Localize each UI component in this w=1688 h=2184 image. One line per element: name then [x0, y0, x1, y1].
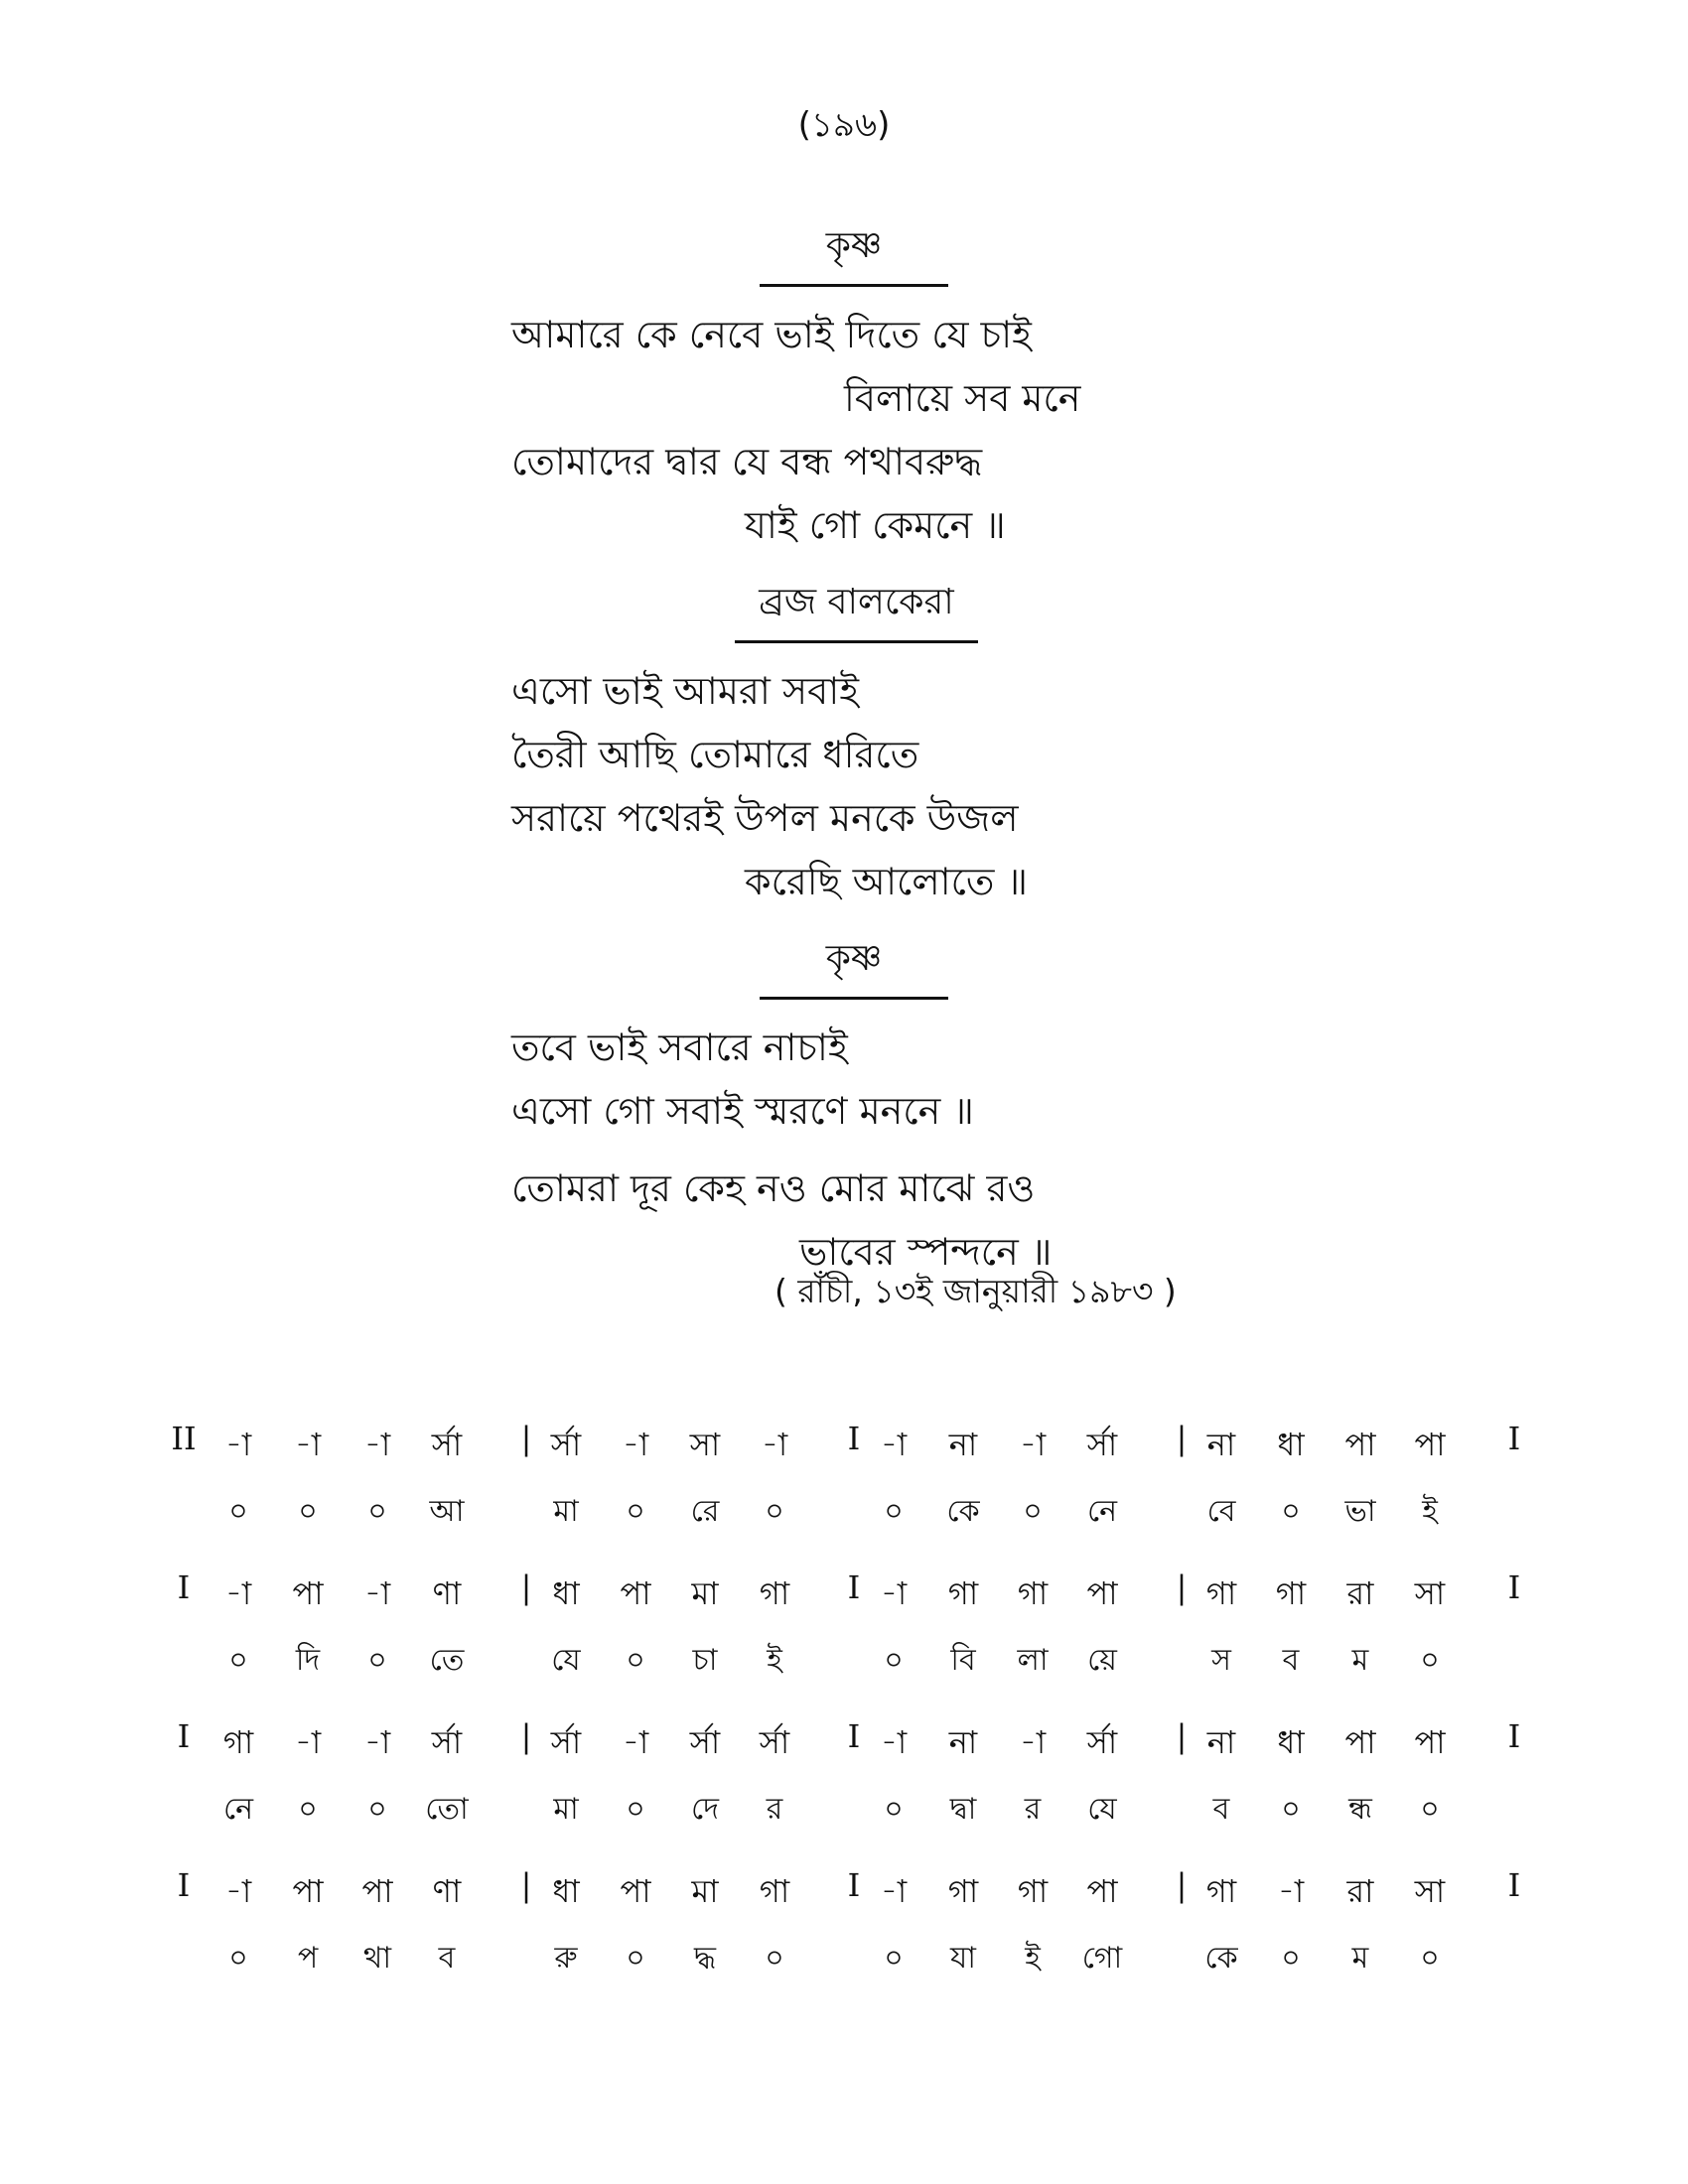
bar-line: I — [1507, 1569, 1521, 1606]
lyric-syllable: ০ — [765, 1494, 784, 1529]
bar-line: I — [1507, 1866, 1521, 1904]
lyric-syllable: র — [766, 1792, 783, 1827]
lyric-line: এসো গো সবাই স্মরণে মননে ॥ — [511, 1089, 974, 1133]
swara-note: র্সা — [550, 1723, 582, 1761]
lyric-syllable: যা — [950, 1941, 976, 1976]
song-lyrics — [511, 218, 1246, 1301]
syllable-line — [169, 1636, 1559, 1696]
swara-note: র্সা — [1086, 1426, 1118, 1463]
notation-row — [169, 1569, 1559, 1717]
lyric-syllable: ০ — [626, 1941, 645, 1976]
lyric-syllable: ০ — [298, 1494, 318, 1529]
swara-note: পা — [1414, 1426, 1446, 1463]
swara-note: পা — [1344, 1723, 1376, 1761]
bar-line: | — [1176, 1569, 1188, 1606]
lyric-line: আমারে কে নেবে ভাই দিতে যে চাই — [511, 313, 1032, 356]
swara-note: ণা — [432, 1872, 462, 1910]
lyric-line: সরায়ে পথেরই উপল মনকে উজল — [511, 796, 1019, 840]
swara-note: র্সা — [1086, 1723, 1118, 1761]
lyric-syllable: গো — [1081, 1941, 1123, 1976]
speaker-heading: কৃষ্ণ — [760, 931, 948, 1000]
swara-line — [169, 1717, 1559, 1777]
lyric-syllable: ০ — [228, 1643, 248, 1678]
page-number: (১৯৬) — [797, 105, 891, 145]
lyric-syllable: রু — [554, 1941, 578, 1976]
swara-note: রা — [1346, 1574, 1374, 1612]
swara-note: পা — [1344, 1426, 1376, 1463]
swara-note: -া — [363, 1426, 391, 1463]
swara-note: সা — [1414, 1872, 1446, 1910]
lyric-syllable: দি — [295, 1643, 321, 1678]
swara-note: মা — [691, 1574, 719, 1612]
lyric-syllable: ০ — [1023, 1494, 1043, 1529]
lyric-line: ভাবের স্পন্দনে ॥ — [799, 1230, 1053, 1274]
lyric-syllable: ০ — [367, 1494, 387, 1529]
swara-note: -া — [761, 1426, 788, 1463]
notation-table — [169, 1420, 1559, 2015]
lyric-syllable: বি — [950, 1643, 976, 1678]
swara-note: র্সা — [689, 1723, 721, 1761]
swara-note: র্সা — [759, 1723, 790, 1761]
lyric-syllable: ০ — [884, 1792, 904, 1827]
lyric-syllable: য়ে — [1087, 1643, 1117, 1678]
bar-line: I — [177, 1866, 191, 1904]
swara-note: -া — [294, 1723, 322, 1761]
lyric-syllable: কে — [1204, 1941, 1238, 1976]
swara-note: না — [948, 1723, 978, 1761]
lyric-syllable: দে — [691, 1792, 719, 1827]
swara-note: ধা — [552, 1872, 580, 1910]
bar-line: | — [520, 1866, 532, 1904]
swara-note: গা — [1275, 1574, 1307, 1612]
lyric-syllable: থা — [362, 1941, 392, 1976]
bar-line: | — [520, 1717, 532, 1755]
swara-note: -া — [224, 1426, 252, 1463]
swara-note: ধা — [1277, 1723, 1305, 1761]
lyric-syllable: ম — [1351, 1643, 1369, 1678]
lyric-syllable: ০ — [626, 1494, 645, 1529]
lyric-syllable: ০ — [1281, 1941, 1301, 1976]
lyric-syllable: স — [1211, 1643, 1231, 1678]
lyric-syllable: দ্বা — [949, 1792, 977, 1827]
swara-note: -া — [294, 1426, 322, 1463]
swara-note: র্সা — [431, 1723, 463, 1761]
lyric-syllable: ব — [1212, 1792, 1230, 1827]
lyric-syllable: র — [1024, 1792, 1042, 1827]
swara-note: -া — [622, 1426, 649, 1463]
lyric-syllable: ০ — [626, 1792, 645, 1827]
lyric-syllable: ০ — [228, 1941, 248, 1976]
swara-note: গা — [222, 1723, 254, 1761]
lyric-syllable: মা — [553, 1494, 579, 1529]
swara-note: -া — [224, 1574, 252, 1612]
swara-line — [169, 1866, 1559, 1926]
swara-line — [169, 1420, 1559, 1479]
syllable-line — [169, 1934, 1559, 1993]
lyric-syllable: প — [297, 1941, 319, 1976]
lyric-syllable: লা — [1017, 1643, 1049, 1678]
lyric-syllable: ব — [1282, 1643, 1300, 1678]
swara-note: ধা — [552, 1574, 580, 1612]
swara-note: -া — [880, 1574, 908, 1612]
swara-note: পা — [620, 1872, 651, 1910]
lyric-line: যাই গো কেমনে ॥ — [745, 503, 1006, 547]
lyric-syllable: ০ — [1281, 1792, 1301, 1827]
lyric-line: তোমরা দূর কেহ নও মোর মাঝে রও — [511, 1166, 1036, 1210]
lyric-line: বিলায়ে সব মনে — [844, 376, 1081, 420]
lyric-syllable: ০ — [884, 1494, 904, 1529]
lyric-syllable: নে — [1086, 1494, 1118, 1529]
swara-note: -া — [1277, 1872, 1305, 1910]
swara-note: পা — [620, 1574, 651, 1612]
speaker-heading: ব্রজ বালকেরা — [735, 575, 978, 643]
lyric-syllable: ০ — [367, 1643, 387, 1678]
lyric-line: তবে ভাই সবারে নাচাই — [511, 1025, 848, 1069]
swara-note: -া — [622, 1723, 649, 1761]
bar-line: I — [177, 1569, 191, 1606]
lyric-syllable: বে — [1206, 1494, 1236, 1529]
swara-note: গা — [1205, 1872, 1237, 1910]
lyric-syllable: কে — [946, 1494, 980, 1529]
lyric-syllable: ০ — [228, 1494, 248, 1529]
swara-note: সা — [689, 1426, 721, 1463]
swara-note: গা — [1017, 1872, 1049, 1910]
notation-row — [169, 1866, 1559, 2015]
swara-note: না — [948, 1426, 978, 1463]
lyric-line: তোমাদের দ্বার যে বন্ধ পথাবরুদ্ধ — [511, 440, 983, 483]
bar-line: | — [1176, 1866, 1188, 1904]
swara-note: -া — [363, 1723, 391, 1761]
swara-note: গা — [759, 1872, 790, 1910]
bar-line: I — [847, 1569, 861, 1606]
lyric-line: করেছি আলোতে ॥ — [745, 860, 1029, 903]
swara-note: গা — [759, 1574, 790, 1612]
syllable-line — [169, 1785, 1559, 1844]
section-krishna-1 — [511, 218, 1246, 557]
swara-note: সা — [1414, 1574, 1446, 1612]
lyric-syllable: আ — [429, 1494, 465, 1529]
swara-note: পা — [1086, 1872, 1118, 1910]
lyric-syllable: ০ — [367, 1792, 387, 1827]
swara-note: রা — [1346, 1872, 1374, 1910]
bar-line: | — [1176, 1717, 1188, 1755]
dateline: ( রাঁচী, ১৩ই জানুয়ারী ১৯৮৩ ) — [774, 1272, 1177, 1310]
lyric-syllable: যে — [551, 1643, 581, 1678]
bar-line: I — [1507, 1717, 1521, 1755]
bar-line: | — [1176, 1420, 1188, 1457]
lyric-syllable: রে — [690, 1494, 720, 1529]
lyric-syllable: চা — [692, 1643, 718, 1678]
swara-note: পা — [1414, 1723, 1446, 1761]
lyric-syllable: মা — [553, 1792, 579, 1827]
swara-note: গা — [947, 1872, 979, 1910]
lyric-syllable: তে — [429, 1643, 465, 1678]
lyric-syllable: ব — [438, 1941, 456, 1976]
bar-line: I — [847, 1717, 861, 1755]
lyric-syllable: ০ — [884, 1941, 904, 1976]
bar-line: I — [847, 1420, 861, 1457]
swara-note: -া — [1019, 1723, 1047, 1761]
swara-note: ণা — [432, 1574, 462, 1612]
swara-note: গা — [947, 1574, 979, 1612]
lyric-syllable: ০ — [1420, 1643, 1440, 1678]
swara-note: পা — [1086, 1574, 1118, 1612]
swara-note: না — [1206, 1426, 1236, 1463]
lyric-syllable: ই — [767, 1643, 782, 1678]
lyric-syllable: ০ — [1420, 1792, 1440, 1827]
lyric-line: তৈরী আছি তোমারে ধরিতে — [511, 733, 919, 776]
lyric-syllable: ভা — [1344, 1494, 1376, 1529]
lyric-syllable: ০ — [884, 1643, 904, 1678]
swara-note: পা — [361, 1872, 393, 1910]
lyric-syllable: ০ — [1281, 1494, 1301, 1529]
lyric-syllable: ই — [1025, 1941, 1041, 1976]
swara-note: -া — [880, 1872, 908, 1910]
swara-note: না — [1206, 1723, 1236, 1761]
lyric-syllable: তো — [425, 1792, 469, 1827]
bar-line: I — [177, 1717, 191, 1755]
lyric-syllable: ন্ধ — [1348, 1792, 1372, 1827]
lyric-syllable: ০ — [626, 1643, 645, 1678]
swara-note: -া — [224, 1872, 252, 1910]
swara-note: -া — [1019, 1426, 1047, 1463]
bar-line: I — [1507, 1420, 1521, 1457]
section-krishna-2 — [511, 931, 1246, 1284]
bar-line: I — [847, 1866, 861, 1904]
lyric-syllable: ম — [1351, 1941, 1369, 1976]
swara-note: গা — [1205, 1574, 1237, 1612]
notation-row — [169, 1420, 1559, 1569]
notation-row — [169, 1717, 1559, 1866]
swara-note: -া — [880, 1723, 908, 1761]
lyric-syllable: ০ — [765, 1941, 784, 1976]
bar-line: | — [520, 1420, 532, 1457]
lyric-syllable: যে — [1087, 1792, 1117, 1827]
bar-line: | — [520, 1569, 532, 1606]
lyric-syllable: ০ — [1420, 1941, 1440, 1976]
speaker-heading: কৃষ্ণ — [760, 218, 948, 287]
lyric-line: এসো ভাই আমরা সবাই — [511, 669, 860, 713]
syllable-line — [169, 1487, 1559, 1547]
swara-note: র্সা — [431, 1426, 463, 1463]
swara-note: -া — [363, 1574, 391, 1612]
swara-note: র্সা — [550, 1426, 582, 1463]
swara-line — [169, 1569, 1559, 1628]
lyric-syllable: ০ — [298, 1792, 318, 1827]
bar-line: II — [171, 1420, 197, 1457]
swara-note: পা — [292, 1872, 324, 1910]
swara-note: -া — [880, 1426, 908, 1463]
swara-note: পা — [292, 1574, 324, 1612]
lyric-syllable: ই — [1422, 1494, 1438, 1529]
section-braja-balakera — [511, 575, 1246, 913]
swara-note: গা — [1017, 1574, 1049, 1612]
lyric-syllable: দ্ধ — [693, 1941, 716, 1976]
swara-note: ধা — [1277, 1426, 1305, 1463]
lyric-syllable: নে — [222, 1792, 254, 1827]
swara-note: মা — [691, 1872, 719, 1910]
